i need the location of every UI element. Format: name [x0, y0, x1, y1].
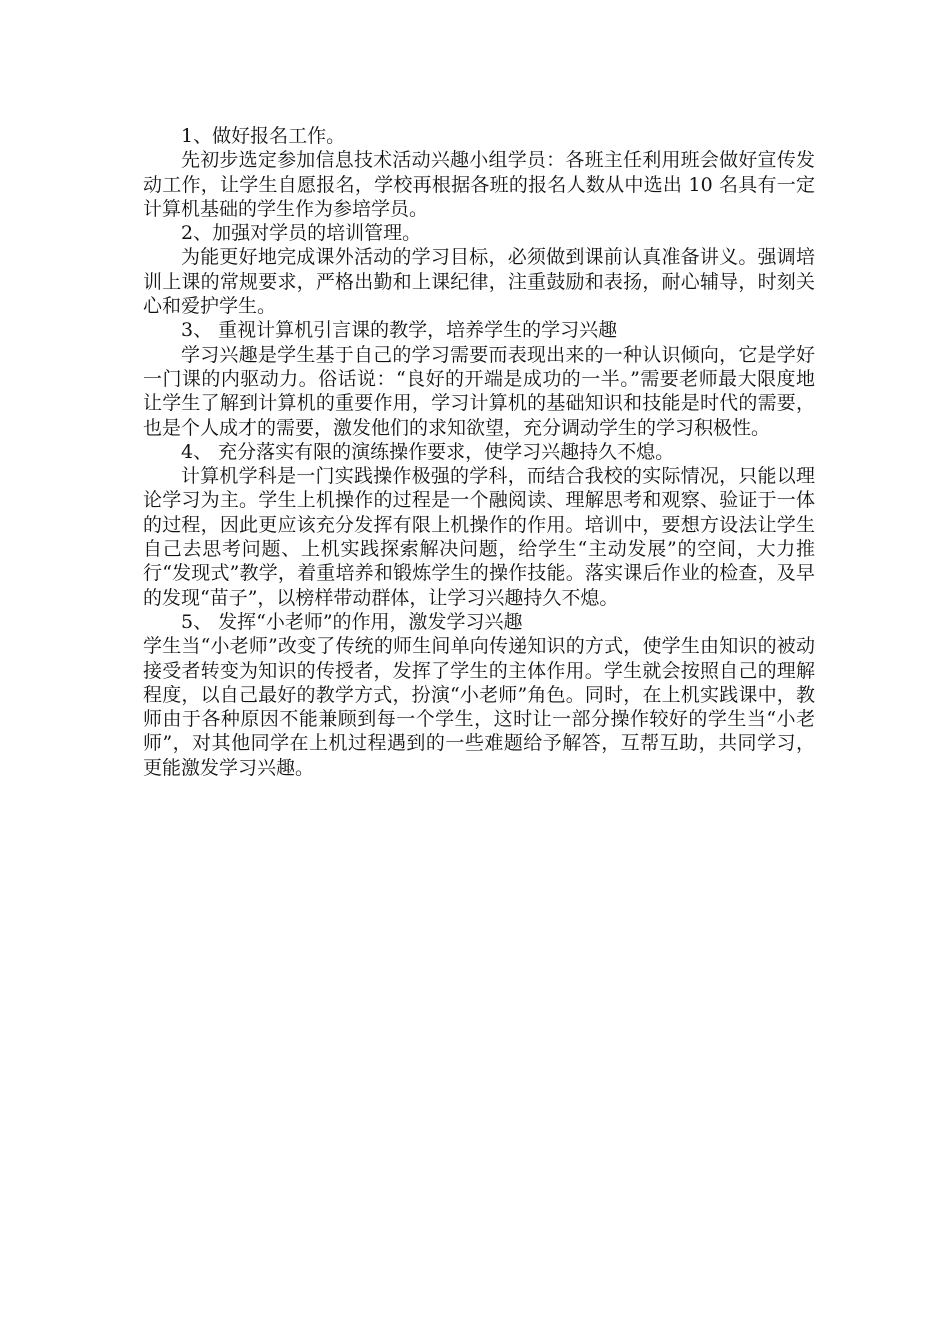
section-heading-2: 2、加强对学员的培训管理。	[181, 222, 422, 245]
section-paragraph-1: 先初步选定参加信息技术活动兴趣小组学员：各班主任利用班会做好宣传发动工作，让学生自愿报名，学校再根据各班的报名人数从中选出 10 名具有一定计算机基础的学生作为参培学员。	[143, 149, 815, 220]
section-paragraph-4: 计算机学科是一门实践操作极强的学科，而结合我校的实际情况，只能以理论学习为主。学生上机操作的过程是一个融阅读、理解思考和观察、验证于一体的过程，因此更应该充分发挥有限上机操作的作用。培训中，要想方设法让学生自己去思考问题、上机实践探索解决问题，给学生“主动发展”的空间，大力推行“发现式”教学，着重培养和锻炼学生的操作技能。落实课后作业的检查，及早的发现“苗子”，以榜样带动群体，让学习兴趣持久不熄。	[143, 465, 815, 609]
section-paragraph-2: 为能更好地完成课外活动的学习目标，必须做到课前认真准备讲义。强调培训上课的常规要求，严格出勤和上课纪律，注重鼓励和表扬，耐心辅导，时刻关心和爱护学生。	[143, 246, 815, 318]
section-heading-3: 3、 重视计算机引言课的教学，培养学生的学习兴趣	[181, 319, 618, 342]
section-heading-5: 5、 发挥“小老师”的作用，激发学习兴趣	[181, 610, 523, 633]
section-heading-4: 4、 充分落实有限的演练操作要求，使学习兴趣持久不熄。	[181, 440, 675, 463]
section-heading-1: 1、做好报名工作。	[181, 125, 346, 147]
section-paragraph-5: 学生当“小老师”改变了传统的师生间单向传递知识的方式，使学生由知识的被动接受者转变为知识的传授者，发挥了学生的主体作用。学生就会按照自己的理解程度，以自己最好的教学方式，扮演“小老师”角色。同时，在上机实践课中，教师由于各种原因不能兼顾到每一个学生，这时让一部分操作较好的学生当“小老师”，对其他同学在上机过程遇到的一些难题给予解答，互帮互助，共同学习，更能激发学习兴趣。	[143, 635, 815, 779]
document-body	[143, 124, 815, 780]
section-paragraph-3: 学习兴趣是学生基于自己的学习需要而表现出来的一种认识倾向，它是学好一门课的内驱动力。俗话说：“良好的开端是成功的一半。”需要老师最大限度地让学生了解到计算机的重要作用，学习计算机的基础知识和技能是时代的需要，也是个人成才的需要，激发他们的求知欲望，充分调动学生的学习积极性。	[143, 343, 815, 439]
